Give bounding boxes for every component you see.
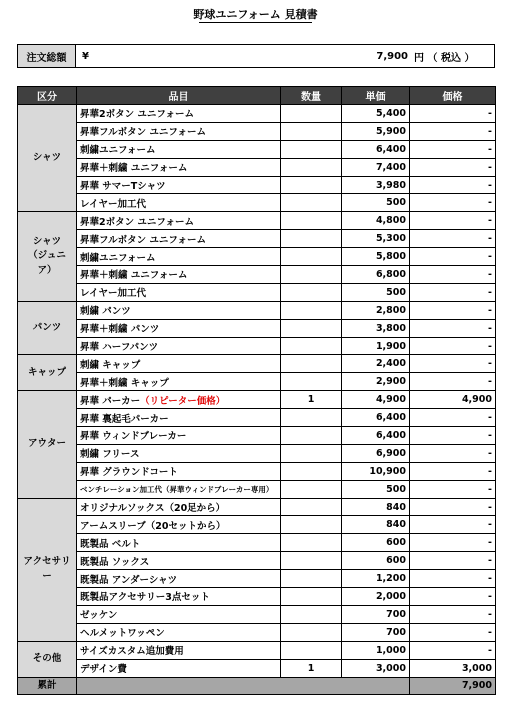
repeater-price-note: （リピーター価格） bbox=[140, 395, 226, 407]
header-price: 価格 bbox=[410, 87, 496, 105]
unit-price-cell: 3,000 bbox=[342, 659, 410, 677]
item-name: ヘルメットワッペン bbox=[80, 628, 165, 640]
estimate-body bbox=[18, 105, 496, 695]
qty-cell bbox=[281, 427, 342, 445]
table-row bbox=[18, 605, 496, 623]
item-name: 昇華2ボタン ユニフォーム bbox=[80, 216, 194, 228]
item-name-cell bbox=[77, 266, 281, 284]
unit-price-cell: 500 bbox=[342, 194, 410, 212]
table-row bbox=[18, 319, 496, 337]
page-title: 野球ユニフォーム 見積書 bbox=[193, 8, 318, 21]
price-cell: - bbox=[410, 516, 496, 534]
price-cell: - bbox=[410, 283, 496, 301]
price-cell: - bbox=[410, 158, 496, 176]
order-total-unit: 円 （ 税込 ） bbox=[414, 52, 475, 64]
item-name: 既製品 アンダーシャツ bbox=[80, 574, 178, 586]
unit-price-cell: 3,800 bbox=[342, 319, 410, 337]
item-name: 昇華2ボタン ユニフォーム bbox=[80, 109, 194, 121]
item-name-cell bbox=[77, 140, 281, 158]
table-row bbox=[18, 355, 496, 373]
table-row bbox=[18, 391, 496, 409]
table-row bbox=[18, 212, 496, 230]
price-cell: - bbox=[410, 588, 496, 606]
item-name: 刺繍ユニフォーム bbox=[80, 145, 156, 157]
unit-price-cell: 2,800 bbox=[342, 301, 410, 319]
table-row bbox=[18, 283, 496, 301]
price-cell: - bbox=[410, 552, 496, 570]
item-name: 昇華 裏起毛パーカー bbox=[80, 413, 169, 425]
qty-cell bbox=[281, 230, 342, 248]
price-cell: - bbox=[410, 105, 496, 123]
item-name: レイヤー加工代 bbox=[80, 198, 147, 210]
price-cell: - bbox=[410, 641, 496, 659]
unit-price-cell: 600 bbox=[342, 552, 410, 570]
price-cell: - bbox=[410, 122, 496, 140]
unit-price-cell: 840 bbox=[342, 498, 410, 516]
table-row bbox=[18, 444, 496, 462]
item-name-cell bbox=[77, 462, 281, 480]
header-item: 品目 bbox=[77, 87, 281, 105]
unit-price-cell: 10,900 bbox=[342, 462, 410, 480]
item-name-cell bbox=[77, 409, 281, 427]
price-cell: - bbox=[410, 266, 496, 284]
item-name: 昇華フルボタン ユニフォーム bbox=[80, 127, 206, 139]
table-row bbox=[18, 140, 496, 158]
item-name: 昇華＋刺繍 ユニフォーム bbox=[80, 163, 188, 175]
table-row bbox=[18, 337, 496, 355]
table-row bbox=[18, 552, 496, 570]
table-row bbox=[18, 588, 496, 606]
qty-cell bbox=[281, 516, 342, 534]
qty-cell bbox=[281, 105, 342, 123]
item-name-cell bbox=[77, 212, 281, 230]
item-name-cell bbox=[77, 319, 281, 337]
unit-price-cell: 6,800 bbox=[342, 266, 410, 284]
item-name-cell bbox=[77, 552, 281, 570]
qty-cell bbox=[281, 158, 342, 176]
item-name: デザイン費 bbox=[80, 664, 127, 676]
item-name-cell bbox=[77, 444, 281, 462]
price-cell: - bbox=[410, 248, 496, 266]
qty-cell bbox=[281, 319, 342, 337]
unit-price-cell: 6,400 bbox=[342, 427, 410, 445]
price-cell: - bbox=[410, 570, 496, 588]
table-row bbox=[18, 498, 496, 516]
item-name-cell bbox=[77, 194, 281, 212]
table-row bbox=[18, 462, 496, 480]
price-cell: - bbox=[410, 194, 496, 212]
item-name: 既製品アクセサリー3点セット bbox=[80, 592, 210, 604]
price-cell: - bbox=[410, 140, 496, 158]
header-unit-price: 単価 bbox=[342, 87, 410, 105]
qty-cell bbox=[281, 623, 342, 641]
item-name: 昇華 サマーTシャツ bbox=[80, 181, 166, 192]
item-name: サイズカスタム追加費用 bbox=[80, 646, 184, 658]
item-name-cell bbox=[77, 373, 281, 391]
qty-cell: 1 bbox=[281, 659, 342, 677]
table-row bbox=[18, 194, 496, 212]
unit-price-cell: 500 bbox=[342, 283, 410, 301]
item-name-cell bbox=[77, 122, 281, 140]
item-name-cell bbox=[77, 516, 281, 534]
price-cell: - bbox=[410, 427, 496, 445]
item-name-cell bbox=[77, 105, 281, 123]
price-cell: - bbox=[410, 498, 496, 516]
category-cell: キャップ bbox=[18, 355, 77, 391]
item-name-cell bbox=[77, 498, 281, 516]
unit-price-cell: 3,980 bbox=[342, 176, 410, 194]
header-row bbox=[18, 87, 496, 105]
item-name: オリジナルソックス（20足から） bbox=[80, 503, 226, 515]
unit-price-cell: 2,400 bbox=[342, 355, 410, 373]
unit-price-cell: 1,200 bbox=[342, 570, 410, 588]
qty-cell bbox=[281, 176, 342, 194]
unit-price-cell: 7,400 bbox=[342, 158, 410, 176]
table-row bbox=[18, 427, 496, 445]
qty-cell bbox=[281, 570, 342, 588]
item-name: 刺繍 パンツ bbox=[80, 306, 131, 318]
table-row bbox=[18, 373, 496, 391]
unit-price-cell: 600 bbox=[342, 534, 410, 552]
unit-price-cell: 5,900 bbox=[342, 122, 410, 140]
table-row bbox=[18, 248, 496, 266]
qty-cell bbox=[281, 266, 342, 284]
qty-cell bbox=[281, 248, 342, 266]
item-name-cell bbox=[77, 355, 281, 373]
qty-cell bbox=[281, 462, 342, 480]
item-name-cell bbox=[77, 588, 281, 606]
price-cell: - bbox=[410, 355, 496, 373]
table-row bbox=[18, 176, 496, 194]
qty-cell bbox=[281, 444, 342, 462]
table-row bbox=[18, 301, 496, 319]
item-name: 既製品 ソックス bbox=[80, 556, 150, 568]
qty-cell bbox=[281, 194, 342, 212]
category-cell: アウター bbox=[18, 391, 77, 498]
qty-cell bbox=[281, 337, 342, 355]
item-name: 昇華 グラウンドコート bbox=[80, 467, 178, 479]
unit-price-cell: 1,900 bbox=[342, 337, 410, 355]
item-name-cell bbox=[77, 534, 281, 552]
item-name: 刺繍 フリース bbox=[80, 449, 140, 461]
price-cell: - bbox=[410, 409, 496, 427]
unit-price-cell: 840 bbox=[342, 516, 410, 534]
category-cell: その他 bbox=[18, 641, 77, 677]
unit-price-cell: 700 bbox=[342, 605, 410, 623]
item-name: ゼッケン bbox=[80, 610, 118, 622]
qty-cell bbox=[281, 283, 342, 301]
qty-cell bbox=[281, 480, 342, 498]
price-cell: - bbox=[410, 373, 496, 391]
table-row bbox=[18, 266, 496, 284]
unit-price-cell: 1,000 bbox=[342, 641, 410, 659]
item-name: 刺繍 キャップ bbox=[80, 359, 141, 371]
unit-price-cell: 4,900 bbox=[342, 391, 410, 409]
qty-cell bbox=[281, 373, 342, 391]
price-cell: 3,000 bbox=[410, 659, 496, 677]
table-row bbox=[18, 122, 496, 140]
item-name: 既製品 ベルト bbox=[80, 538, 141, 550]
total-value: 7,900 bbox=[410, 677, 496, 695]
table-row bbox=[18, 409, 496, 427]
price-cell: - bbox=[410, 319, 496, 337]
item-name: ベンチレーション加工代（昇華ウィンドブレーカー専用） bbox=[80, 484, 274, 494]
table-row bbox=[18, 230, 496, 248]
total-label: 累計 bbox=[18, 677, 77, 695]
item-name-cell bbox=[77, 158, 281, 176]
unit-price-cell: 6,400 bbox=[342, 140, 410, 158]
table-row bbox=[18, 158, 496, 176]
item-name-cell bbox=[77, 659, 281, 677]
item-name: 昇華 ウィンドブレーカー bbox=[80, 431, 187, 443]
qty-cell bbox=[281, 301, 342, 319]
unit-price-cell: 6,400 bbox=[342, 409, 410, 427]
qty-cell bbox=[281, 552, 342, 570]
total-spacer bbox=[77, 677, 410, 695]
item-name-cell bbox=[77, 337, 281, 355]
item-name-cell bbox=[77, 641, 281, 659]
price-cell: - bbox=[410, 301, 496, 319]
item-name-cell bbox=[77, 605, 281, 623]
price-cell: - bbox=[410, 212, 496, 230]
estimate-table bbox=[17, 86, 496, 695]
table-row bbox=[18, 659, 496, 677]
table-row bbox=[18, 105, 496, 123]
unit-price-cell: 5,400 bbox=[342, 105, 410, 123]
table-row bbox=[18, 623, 496, 641]
title-underline bbox=[199, 22, 312, 23]
qty-cell bbox=[281, 212, 342, 230]
table-row bbox=[18, 570, 496, 588]
unit-price-cell: 2,900 bbox=[342, 373, 410, 391]
qty-cell bbox=[281, 605, 342, 623]
price-cell: - bbox=[410, 534, 496, 552]
category-cell: パンツ bbox=[18, 301, 77, 355]
item-name: レイヤー加工代 bbox=[80, 288, 147, 300]
item-name: 昇華 パーカー bbox=[80, 395, 141, 407]
item-name: 昇華＋刺繍 パンツ bbox=[80, 324, 160, 336]
qty-cell bbox=[281, 122, 342, 140]
order-total-label: 注文総額 bbox=[18, 45, 76, 67]
item-name-cell bbox=[77, 570, 281, 588]
order-total-box bbox=[17, 44, 495, 68]
price-cell: 4,900 bbox=[410, 391, 496, 409]
qty-cell: 1 bbox=[281, 391, 342, 409]
table-row bbox=[18, 534, 496, 552]
item-name-cell bbox=[77, 176, 281, 194]
qty-cell bbox=[281, 641, 342, 659]
item-name-cell bbox=[77, 480, 281, 498]
item-name-cell bbox=[77, 391, 281, 409]
qty-cell bbox=[281, 534, 342, 552]
table-row bbox=[18, 516, 496, 534]
price-cell: - bbox=[410, 176, 496, 194]
item-name: 刺繍ユニフォーム bbox=[80, 252, 156, 264]
qty-cell bbox=[281, 355, 342, 373]
unit-price-cell: 5,300 bbox=[342, 230, 410, 248]
category-cell: シャツ （ジュニア） bbox=[18, 212, 77, 301]
currency-symbol: ¥ bbox=[82, 50, 89, 62]
unit-price-cell: 6,900 bbox=[342, 444, 410, 462]
category-cell: シャツ bbox=[18, 105, 77, 212]
item-name: 昇華＋刺繍 キャップ bbox=[80, 377, 169, 389]
qty-cell bbox=[281, 498, 342, 516]
item-name-cell bbox=[77, 283, 281, 301]
price-cell: - bbox=[410, 462, 496, 480]
total-row bbox=[18, 677, 496, 695]
item-name-cell bbox=[77, 623, 281, 641]
unit-price-cell: 4,800 bbox=[342, 212, 410, 230]
qty-cell bbox=[281, 588, 342, 606]
unit-price-cell: 700 bbox=[342, 623, 410, 641]
item-name: 昇華フルボタン ユニフォーム bbox=[80, 234, 206, 246]
price-cell: - bbox=[410, 444, 496, 462]
price-cell: - bbox=[410, 623, 496, 641]
unit-price-cell: 500 bbox=[342, 480, 410, 498]
unit-price-cell: 5,800 bbox=[342, 248, 410, 266]
price-cell: - bbox=[410, 337, 496, 355]
item-name: アームスリーブ（20セットから） bbox=[80, 520, 226, 532]
item-name-cell bbox=[77, 427, 281, 445]
order-total-amount: 7,900 bbox=[376, 50, 408, 62]
price-cell: - bbox=[410, 605, 496, 623]
qty-cell bbox=[281, 409, 342, 427]
item-name-cell bbox=[77, 301, 281, 319]
item-name: 昇華＋刺繍 ユニフォーム bbox=[80, 270, 188, 282]
table-row bbox=[18, 480, 496, 498]
header-category: 区分 bbox=[18, 87, 77, 105]
item-name-cell bbox=[77, 230, 281, 248]
price-cell: - bbox=[410, 230, 496, 248]
unit-price-cell: 2,000 bbox=[342, 588, 410, 606]
qty-cell bbox=[281, 140, 342, 158]
table-row bbox=[18, 641, 496, 659]
item-name: 昇華 ハーフパンツ bbox=[80, 342, 159, 354]
item-name-cell bbox=[77, 248, 281, 266]
header-qty: 数量 bbox=[281, 87, 342, 105]
price-cell: - bbox=[410, 480, 496, 498]
category-cell: アクセサリー bbox=[18, 498, 77, 641]
